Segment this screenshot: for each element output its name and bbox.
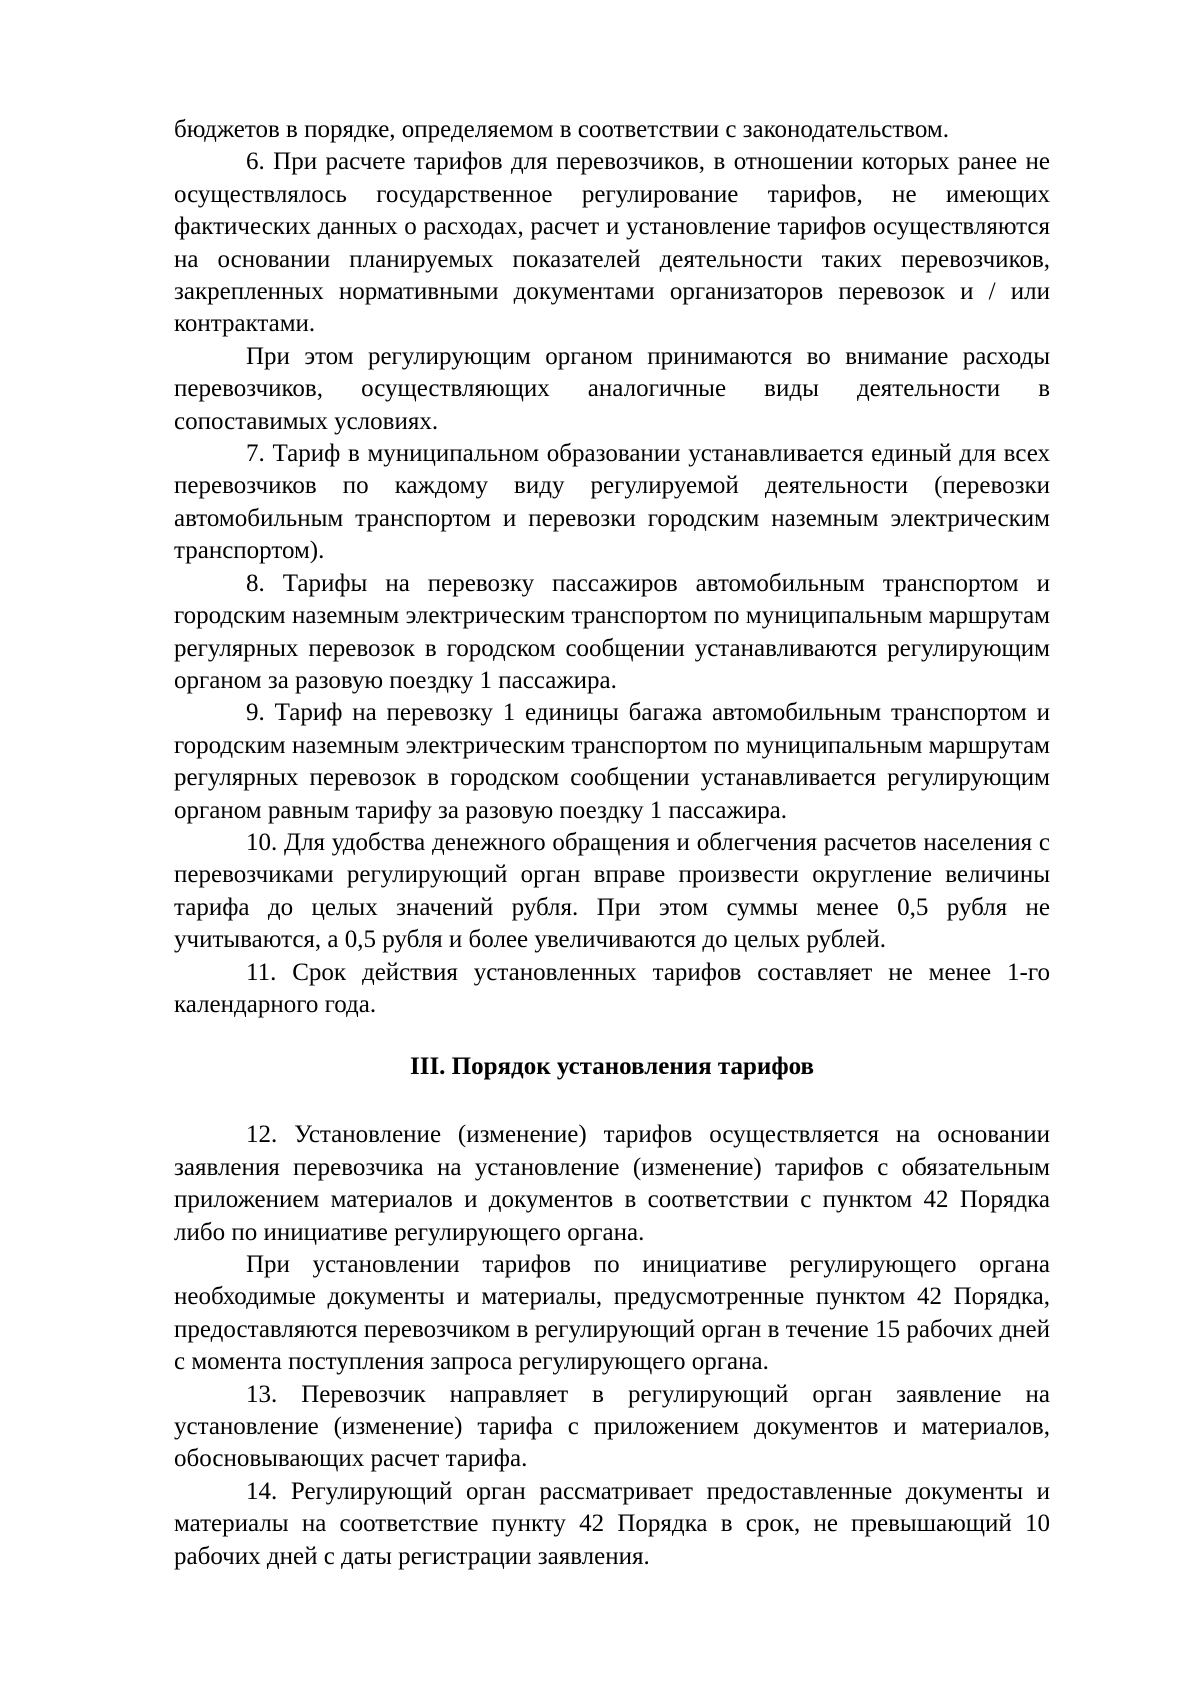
paragraph-item-12-note: При установлении тарифов по инициативе регулирующего органа необходимые документы и материалы, предусмотренные пунктом 42 Порядка, предоставляются перевозчиком в регулирующий орган в течение 15 рабочих дней с момента поступления запроса регулирующего органа.	[174, 1251, 1050, 1376]
heading-spacer	[174, 1097, 1050, 1119]
paragraph-item-6: 6. При расчете тарифов для перевозчиков, в отношении которых ранее не осуществлялось государственное регулирование тарифов, не имеющих фактических данных о расходах, расчет и установление тарифов осуществляются на основании планируемых показателей деятельности таких перевозчиков, закрепленных нормативными документами организаторов перевозок и / или контрактами.	[174, 148, 1050, 338]
paragraph-continuation: бюджетов в порядке, определяемом в соответствии с законодательством.	[174, 116, 949, 143]
section-heading: III. Порядок установления тарифов	[409, 1053, 814, 1081]
paragraph-item-10: 10. Для удобства денежного обращения и облегчения расчетов населения с перевозчиками регулирующий орган вправе произвести округление величины тарифа до целых значений рубля. При этом суммы менее 0,5 рубля не учитываются, а 0,5 рубля и более увеличиваются до целых рублей.	[174, 828, 1050, 954]
paragraph-item-6-note: При этом регулирующим органом принимаются во внимание расходы перевозчиков, осуществляющих аналогичные виды деятельности в сопоставимых условиях.	[174, 342, 1050, 435]
paragraph-item-8: 8. Тарифы на перевозку пассажиров автомобильным транспортом и городским наземным электрическим транспортом по муниципальным маршрутам регулярных перевозок в городском сообщении устанавливаются регулирующим органом за разовую поездку 1 пассажира.	[174, 569, 1050, 694]
paragraph-item-7: 7. Тариф в муниципальном образовании устанавливается единый для всех перевозчиков по каждому виду регулируемой деятельности (перевозки автомобильным транспортом и перевозки городским наземным электрическим транспортом).	[174, 440, 1050, 565]
paragraph-item-13: 13. Перевозчик направляет в регулирующий орган заявление на установление (изменение) тарифа с приложением документов и материалов, обосновывающих расчет тарифа.	[174, 1380, 1050, 1473]
paragraph-item-11: 11. Срок действия установленных тарифов составляет не менее 1-го календарного года.	[174, 958, 1050, 1018]
paragraph-item-9: 9. Тариф на перевозку 1 единицы багажа автомобильным транспортом и городским наземным электрическим транспортом по муниципальным маршрутам регулярных перевозок в городском сообщении устанавливается регулирующим органом равным тарифу за разовую поездку 1 пассажира.	[174, 699, 1050, 824]
paragraph-item-12: 12. Установление (изменение) тарифов осуществляется на основании заявления перевозчика на установление (изменение) тарифов с обязательным приложением материалов и документов в соответствии с пунктом 42 Порядка либо по инициативе регулирующего органа.	[174, 1121, 1050, 1246]
paragraph-item-14: 14. Регулирующий орган рассматривает предоставленные документы и материалы на соответствие пункту 42 Порядка в срок, не превышающий 10 рабочих дней с даты регистрации заявления.	[174, 1477, 1050, 1570]
